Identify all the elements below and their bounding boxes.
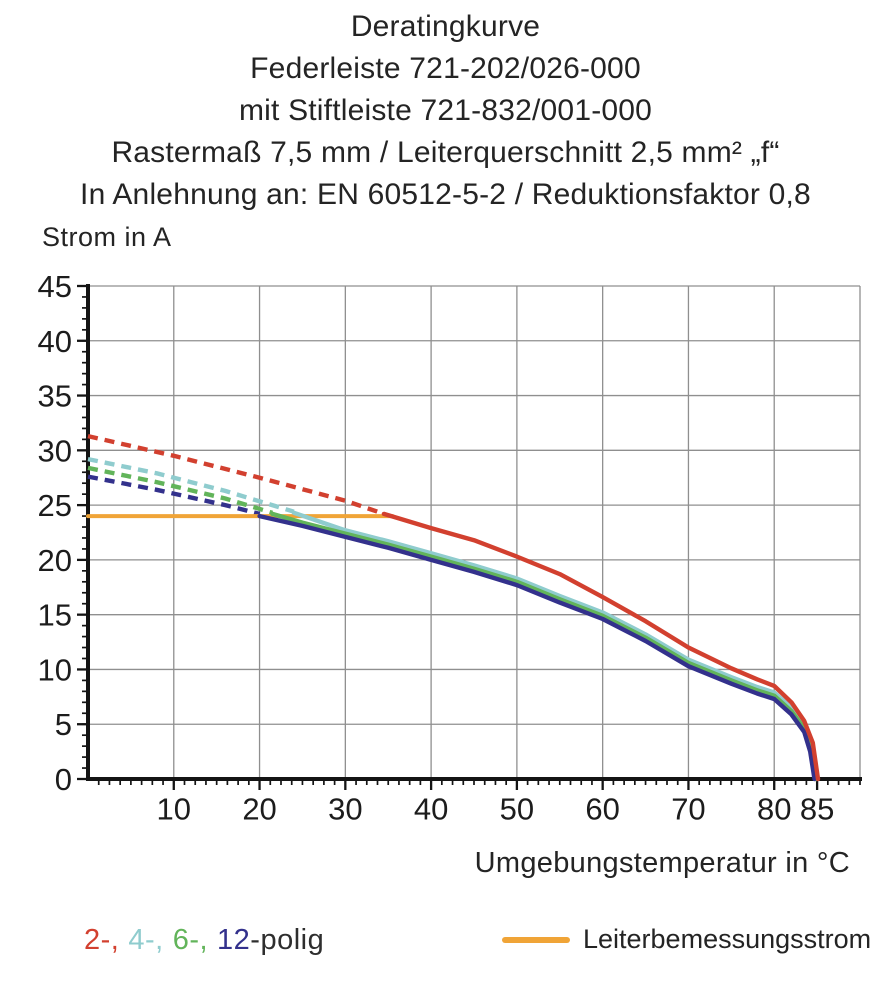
legend-polig-suffix: -polig [250, 924, 325, 956]
data-curves [88, 436, 818, 779]
svg-text:80: 80 [756, 791, 792, 827]
x-axis-label: Umgebungstemperatur in °C [474, 847, 850, 879]
orange-line-swatch [502, 937, 570, 943]
tick-labels [38, 269, 835, 826]
svg-text:45: 45 [37, 269, 72, 304]
svg-text:5: 5 [54, 707, 72, 743]
curve-6-polig [272, 514, 815, 779]
legend-item-6-polig: 6-, [172, 924, 209, 956]
title-line-5: In Anlehnung an: EN 60512-5-2 / Reduktionsfaktor 0,8 [80, 178, 811, 211]
svg-text:30: 30 [37, 433, 72, 469]
legend-item-4-polig: 4-, [128, 924, 164, 956]
svg-text:85: 85 [799, 791, 835, 827]
legend-rated-current [502, 924, 871, 955]
title-line-2: Federleiste 721-202/026-000 [250, 52, 641, 85]
svg-text:40: 40 [413, 791, 449, 827]
svg-text:20: 20 [242, 791, 277, 827]
svg-text:0: 0 [54, 762, 72, 797]
svg-text:25: 25 [37, 488, 72, 524]
svg-text:10: 10 [156, 791, 192, 827]
legend-item-2-polig: 2-, [84, 924, 120, 956]
title-line-4: Rastermaß 7,5 mm / Leiterquerschnitt 2,5 mm² „f“ [111, 136, 780, 169]
legend-pole-counts [84, 924, 324, 957]
legend-rated-label: Leiterbemessungsstrom [583, 924, 872, 954]
svg-text:50: 50 [499, 791, 535, 827]
title-line-1: Deratingkurve [350, 10, 541, 43]
y-axis-label: Strom in A [42, 222, 172, 252]
svg-text:30: 30 [328, 791, 363, 827]
curve-4-polig [294, 513, 816, 779]
curve-12-polig [260, 516, 815, 779]
curve-2-polig-derated-dashed- [88, 436, 384, 514]
title-line-3: mit Stiftleiste 721-832/001-000 [238, 94, 653, 127]
svg-text:40: 40 [37, 323, 72, 359]
curve-2-polig [384, 514, 818, 779]
curve-4-polig-derated-dashed- [88, 459, 294, 512]
gridlines [88, 286, 860, 779]
svg-text:70: 70 [671, 791, 706, 827]
svg-text:20: 20 [37, 542, 72, 578]
svg-text:60: 60 [585, 791, 620, 827]
svg-text:10: 10 [37, 652, 72, 688]
axes [86, 284, 862, 781]
svg-text:35: 35 [37, 378, 72, 414]
svg-text:15: 15 [37, 597, 72, 633]
legend-item-12-polig: 12 [217, 924, 251, 956]
